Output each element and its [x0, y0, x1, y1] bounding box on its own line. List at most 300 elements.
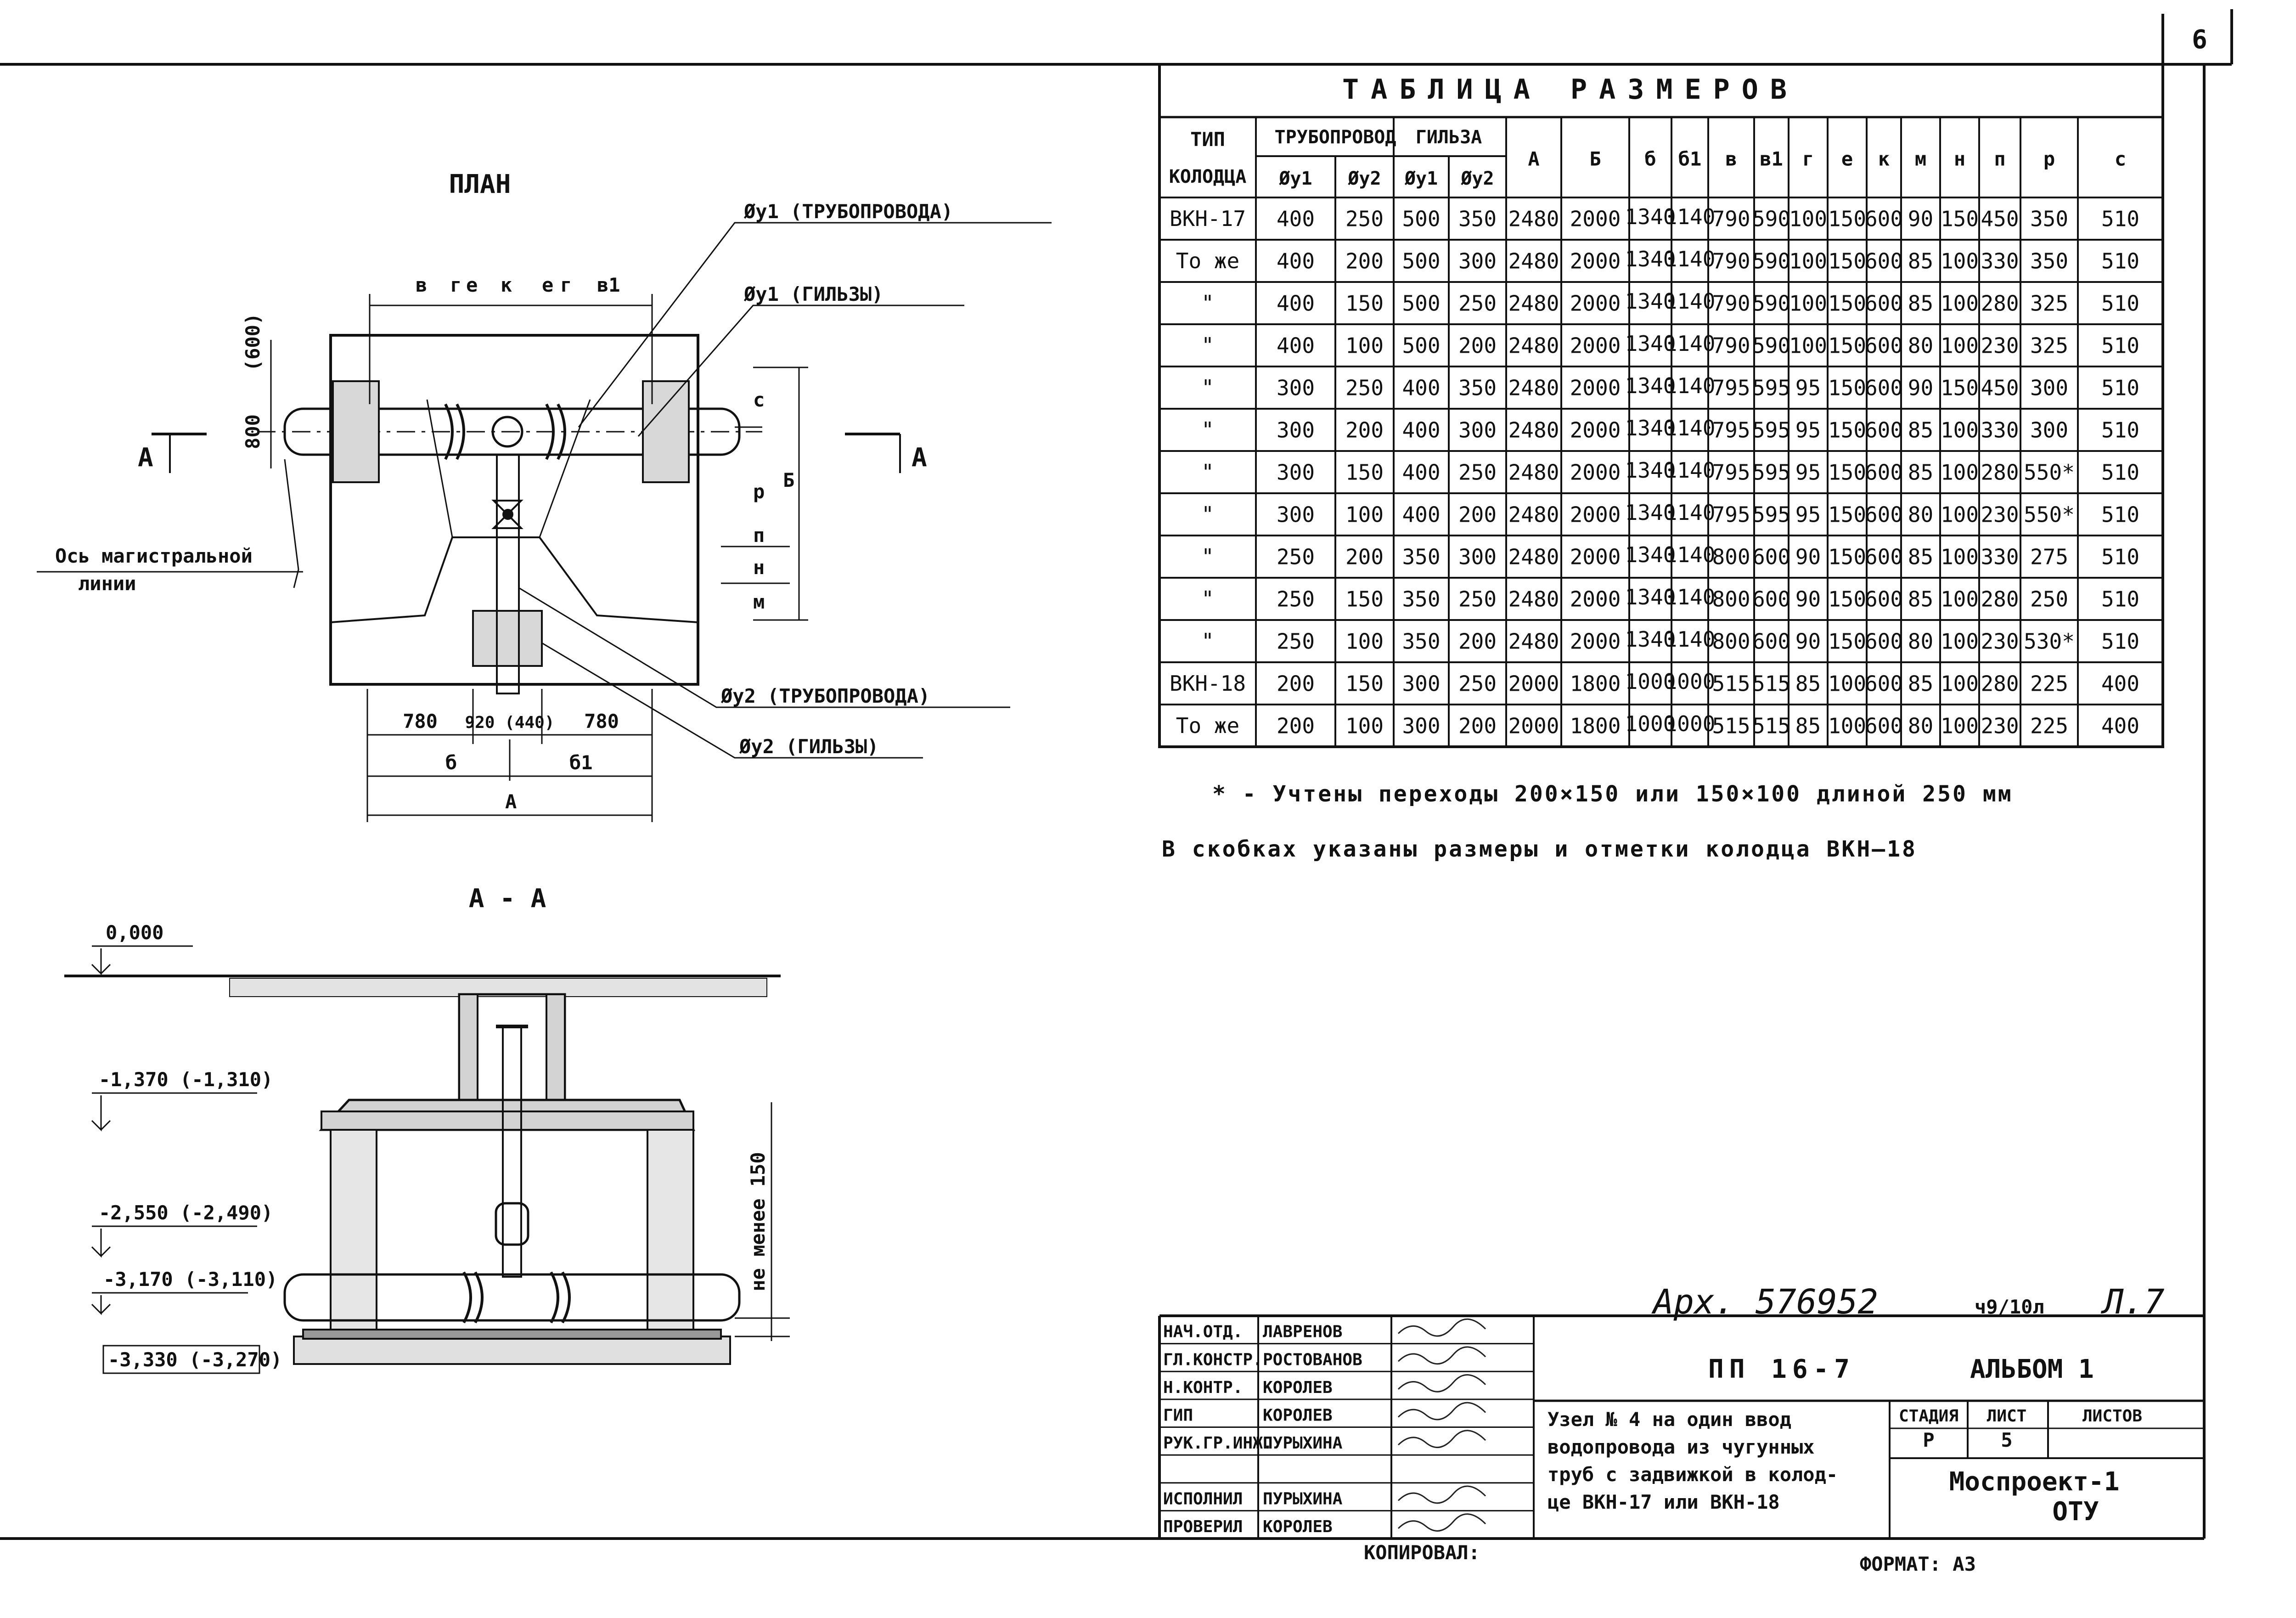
desc-line-2: водопровода из чугунных — [1548, 1436, 1815, 1458]
table-cell: 100 — [1940, 713, 1979, 739]
signatory-name: ПУРЫХИНА — [1263, 1489, 1343, 1509]
table-cell: 150 — [1828, 206, 1867, 231]
table-cell: 515 — [1752, 713, 1791, 739]
signature-mark — [1398, 1375, 1486, 1392]
sub-header: Øу1 — [1279, 168, 1312, 189]
dim-r: р — [753, 480, 765, 503]
table-cell: 100 — [1940, 502, 1979, 527]
table-cell: 150 — [1940, 375, 1979, 400]
table-cell: 200 — [1458, 333, 1497, 358]
table-cell: 800 — [1712, 586, 1750, 612]
table-cell: 2480 — [1508, 291, 1559, 316]
table-cell: 2000 — [1570, 248, 1621, 274]
table-cell: 90 — [1908, 375, 1934, 400]
table-cell: 500 — [1402, 333, 1441, 358]
signatory-role: ПРОВЕРИЛ — [1163, 1517, 1243, 1536]
table-cell: 1140 — [1664, 289, 1716, 314]
table-cell: 300 — [1402, 713, 1441, 739]
table-cell: 200 — [1276, 713, 1315, 739]
dim-header: в1 — [1760, 147, 1783, 170]
table-cell: 200 — [1458, 502, 1497, 527]
table-cell: 230 — [1981, 629, 2019, 654]
signature-mark — [1398, 1403, 1486, 1420]
table-cell: 2480 — [1508, 544, 1559, 569]
dim-e: е — [466, 274, 478, 296]
signatory-name: РОСТОВАНОВ — [1263, 1350, 1362, 1370]
table-cell: 1340 — [1625, 458, 1676, 483]
dim-n: н — [753, 556, 765, 579]
table-cell: 510 — [2101, 417, 2140, 443]
table-cell: 100 — [1789, 206, 1828, 231]
table-row — [1201, 289, 2139, 316]
header-pipe: ТРУБОПРОВОД — [1274, 127, 1396, 148]
table-cell: 1140 — [1664, 500, 1716, 525]
table-row — [1201, 500, 2139, 527]
sub-header: Øу2 — [1348, 168, 1381, 189]
table-cell: 510 — [2101, 629, 2140, 654]
table-cell: 400 — [1276, 333, 1315, 358]
dim-g2: г — [560, 274, 572, 296]
sheets-label: ЛИСТОВ — [2082, 1407, 2143, 1426]
axis-label-2: линии — [78, 572, 136, 595]
table-cell: 2000 — [1570, 502, 1621, 527]
dim-b1: б1 — [569, 751, 593, 774]
table-cell: 280 — [1981, 671, 2019, 696]
archive-number: Арх. 576952 — [1653, 1282, 1879, 1322]
dim-B: Б — [783, 469, 795, 491]
table-cell: 1000 — [1664, 711, 1716, 737]
signature-mark — [1398, 1347, 1486, 1364]
table-cell: " — [1201, 290, 1214, 316]
signatory-role: РУК.ГР.ИНЖ. — [1163, 1434, 1273, 1453]
table-cell: 595 — [1752, 375, 1791, 400]
dim-800: 800 — [242, 414, 264, 449]
table-cell: 2480 — [1508, 502, 1559, 527]
stage-value: Р — [1923, 1429, 1935, 1451]
table-cell: 600 — [1864, 248, 1903, 274]
dim-b: б — [445, 751, 457, 774]
table-cell: 595 — [1752, 502, 1791, 527]
table-cell: 2480 — [1508, 460, 1559, 485]
table-cell: 1340 — [1625, 627, 1676, 652]
table-cell: 150 — [1828, 291, 1867, 316]
level-3: -3,170 (-3,110) — [103, 1268, 278, 1291]
table-cell: 350 — [1402, 544, 1441, 569]
table-cell: 1140 — [1664, 458, 1716, 483]
table-cell: 100 — [1940, 629, 1979, 654]
table-cell: 80 — [1908, 713, 1934, 739]
table-cell: 2480 — [1508, 586, 1559, 612]
dim-920: 920 (440) — [465, 713, 555, 732]
table-cell: 1340 — [1625, 416, 1676, 441]
table-cell: 300 — [1402, 671, 1441, 696]
table-row — [1201, 416, 2139, 442]
table-cell: 1340 — [1625, 331, 1676, 356]
table-cell: 85 — [1908, 248, 1934, 274]
signature-mark — [1398, 1431, 1486, 1448]
table-cell: 1140 — [1664, 204, 1716, 230]
table-cell: 200 — [1345, 417, 1384, 443]
plan-title: ПЛАН — [449, 169, 511, 199]
dim-m: м — [753, 591, 765, 613]
table-cell: 400 — [1402, 417, 1441, 443]
table-cell: 350 — [1402, 586, 1441, 612]
table-cell: 90 — [1795, 629, 1821, 654]
table-cell: 100 — [1345, 502, 1384, 527]
desc-line-3: труб с задвижкой в колод- — [1548, 1463, 1838, 1486]
table-cell: 2000 — [1570, 333, 1621, 358]
signatory-name: ЛАВРЕНОВ — [1263, 1322, 1343, 1342]
table-cell: 600 — [1864, 206, 1903, 231]
table-cell: 1340 — [1625, 542, 1676, 568]
level-1: -1,370 (-1,310) — [99, 1068, 273, 1091]
dimensions-table — [1159, 64, 2163, 747]
table-cell: 100 — [1345, 333, 1384, 358]
table-cell: 275 — [2030, 544, 2069, 569]
table-body — [1170, 204, 2139, 738]
table-cell: 600 — [1864, 671, 1903, 696]
table-cell: 300 — [2030, 375, 2069, 400]
table-cell: 230 — [1981, 333, 2019, 358]
table-cell: 150 — [1828, 544, 1867, 569]
table-cell: 1140 — [1664, 627, 1716, 652]
table-cell: 230 — [1981, 502, 2019, 527]
table-header — [1169, 127, 2126, 189]
dim-header: п — [1994, 147, 2006, 170]
dim-header: А — [1528, 147, 1540, 170]
table-cell: 2000 — [1570, 375, 1621, 400]
table-cell: 450 — [1981, 206, 2019, 231]
table-cell: 150 — [1828, 586, 1867, 612]
dim-header: с — [2114, 147, 2127, 170]
table-cell: 150 — [1828, 417, 1867, 443]
table-cell: 515 — [1752, 671, 1791, 696]
table-cell: 500 — [1402, 206, 1441, 231]
table-cell: 1340 — [1625, 500, 1676, 525]
table-cell: " — [1201, 586, 1214, 611]
table-cell: 150 — [1828, 460, 1867, 485]
table-cell: 500 — [1402, 248, 1441, 274]
table-cell: 2000 — [1570, 586, 1621, 612]
dim-header: в — [1725, 147, 1737, 170]
table-cell: 330 — [1981, 248, 2019, 274]
table-cell: 95 — [1795, 460, 1821, 485]
table-cell: 2480 — [1508, 629, 1559, 654]
table-cell: 400 — [1402, 502, 1441, 527]
table-cell: 100 — [1940, 671, 1979, 696]
table-cell: ВКН-18 — [1169, 671, 1246, 696]
org-1: Моспроект-1 — [1949, 1467, 2120, 1497]
section-mark-right: А — [912, 443, 927, 473]
section-view — [64, 946, 790, 1373]
dim-header: б — [1644, 147, 1656, 170]
table-cell: 100 — [1345, 713, 1384, 739]
table-cell: 100 — [1345, 629, 1384, 654]
dim-k: к — [501, 274, 512, 296]
table-cell: 790 — [1712, 206, 1750, 231]
table-cell: 90 — [1795, 586, 1821, 612]
dim-header: г — [1802, 147, 1814, 170]
table-cell: 600 — [1864, 417, 1903, 443]
table-cell: 225 — [2030, 713, 2069, 739]
table-cell: " — [1201, 544, 1214, 569]
table-cell: 795 — [1712, 502, 1750, 527]
table-cell: 400 — [1402, 375, 1441, 400]
table-cell: 80 — [1908, 333, 1934, 358]
table-cell: 100 — [1940, 248, 1979, 274]
table-cell: 350 — [1458, 375, 1497, 400]
table-cell: 2480 — [1508, 248, 1559, 274]
table-cell: 200 — [1276, 671, 1315, 696]
table-cell: 100 — [1940, 417, 1979, 443]
table-row — [1201, 585, 2139, 611]
table-cell: 90 — [1908, 206, 1934, 231]
org-2: ОТУ — [2052, 1497, 2099, 1527]
table-cell: 100 — [1940, 544, 1979, 569]
table-cell: 150 — [1828, 502, 1867, 527]
table-cell: 790 — [1712, 248, 1750, 274]
table-cell: 300 — [1458, 248, 1497, 274]
callout-sleeve-dy1: Øу1 (ГИЛЬЗЫ) — [744, 283, 884, 305]
table-cell: 1000 — [1625, 669, 1676, 694]
table-cell: 1140 — [1664, 331, 1716, 356]
table-cell: 2000 — [1570, 460, 1621, 485]
table-cell: 2480 — [1508, 206, 1559, 231]
table-cell: 80 — [1908, 502, 1934, 527]
level-0: 0,000 — [106, 921, 164, 944]
table-cell: 510 — [2101, 460, 2140, 485]
table-cell: 600 — [1752, 586, 1791, 612]
table-cell: 600 — [1864, 460, 1903, 485]
dim-header: е — [1841, 147, 1853, 170]
table-cell: 590 — [1752, 248, 1791, 274]
table-cell: 95 — [1795, 502, 1821, 527]
table-cell: 85 — [1908, 671, 1934, 696]
signatory-role: Н.КОНТР. — [1163, 1378, 1243, 1397]
table-cell: ВКН-17 — [1169, 206, 1246, 231]
dim-v: в — [416, 274, 428, 296]
table-cell: 300 — [1276, 502, 1315, 527]
table-cell: 85 — [1908, 586, 1934, 612]
table-cell: 150 — [1345, 291, 1384, 316]
signatory-name: КОРОЛЕВ — [1263, 1406, 1333, 1425]
plan-labels — [55, 169, 953, 813]
signatory-role: ГИП — [1163, 1406, 1193, 1425]
table-cell: 250 — [1276, 586, 1315, 612]
table-cell: 600 — [1864, 333, 1903, 358]
table-cell: 1140 — [1664, 373, 1716, 399]
table-row — [1176, 711, 2139, 738]
table-title: ТАБЛИЦА РАЗМЕРОВ — [1342, 73, 1799, 106]
dim-header: м — [1914, 147, 1927, 170]
table-cell: 150 — [1828, 629, 1867, 654]
level-4: -3,330 (-3,270) — [108, 1348, 282, 1371]
table-cell: 350 — [1458, 206, 1497, 231]
dim-header: Б — [1589, 147, 1601, 170]
table-cell: 225 — [2030, 671, 2069, 696]
table-cell: 795 — [1712, 417, 1750, 443]
archive-suffix: ч9/10л — [1975, 1296, 2044, 1318]
album: АЛЬБОМ 1 — [1970, 1354, 2094, 1384]
table-cell: 150 — [1828, 375, 1867, 400]
table-cell: 2480 — [1508, 333, 1559, 358]
table-cell: 1140 — [1664, 542, 1716, 568]
table-row — [1170, 669, 2139, 696]
signatory-name: КОРОЛЕВ — [1263, 1378, 1333, 1397]
table-cell: 250 — [1345, 375, 1384, 400]
table-cell: 100 — [1789, 333, 1828, 358]
table-cell: 100 — [1828, 713, 1867, 739]
table-cell: 510 — [2101, 502, 2140, 527]
table-cell: 90 — [1795, 544, 1821, 569]
table-cell: То же — [1176, 713, 1240, 738]
table-cell: 510 — [2101, 291, 2140, 316]
table-cell: 85 — [1908, 417, 1934, 443]
table-cell: 2000 — [1508, 713, 1559, 739]
table-row — [1201, 331, 2139, 358]
signatory-role: НАЧ.ОТД. — [1163, 1322, 1243, 1342]
table-cell: 450 — [1981, 375, 2019, 400]
table-row — [1201, 373, 2139, 400]
sub-header: Øу1 — [1404, 168, 1438, 189]
table-cell: 600 — [1864, 586, 1903, 612]
callout-pipe-dy1: Øу1 (ТРУБОПРОВОДА) — [744, 200, 953, 223]
table-cell: 590 — [1752, 291, 1791, 316]
table-cell: 790 — [1712, 333, 1750, 358]
dim-p: п — [753, 524, 765, 547]
note-asterisk: * - Учтены переходы 200×150 или 150×100 длиной 250 мм — [1212, 781, 2013, 807]
table-cell: 515 — [1712, 671, 1750, 696]
table-cell: 100 — [1789, 248, 1828, 274]
table-cell: 600 — [1864, 502, 1903, 527]
dim-header: б1 — [1678, 147, 1702, 170]
table-cell: 1340 — [1625, 247, 1676, 272]
table-cell: 800 — [1712, 544, 1750, 569]
table-cell: 100 — [1940, 586, 1979, 612]
table-cell: 300 — [2030, 417, 2069, 443]
table-cell: 515 — [1712, 713, 1750, 739]
section-title: А - А — [468, 884, 546, 913]
table-row — [1201, 627, 2139, 654]
table-cell: 590 — [1752, 333, 1791, 358]
table-cell: 330 — [1981, 544, 2019, 569]
table-cell: 95 — [1795, 417, 1821, 443]
doc-code: ПП 16-7 — [1708, 1354, 1856, 1384]
table-cell: 250 — [1345, 206, 1384, 231]
table-cell: 1000 — [1625, 711, 1676, 737]
table-row — [1170, 204, 2139, 231]
table-cell: 250 — [1276, 629, 1315, 654]
table-cell: 230 — [1981, 713, 2019, 739]
table-cell: 2000 — [1570, 417, 1621, 443]
signatory-role: ИСПОЛНИЛ — [1163, 1489, 1243, 1509]
table-cell: 510 — [2101, 206, 2140, 231]
table-cell: 550* — [2024, 460, 2075, 485]
table-cell: 100 — [1940, 460, 1979, 485]
archive-sheet-ref: Л.7 — [2103, 1282, 2165, 1322]
table-cell: 2480 — [1508, 375, 1559, 400]
table-cell: " — [1201, 333, 1214, 358]
table-cell: 1000 — [1664, 669, 1716, 694]
table-cell: 80 — [1908, 629, 1934, 654]
sub-header: Øу2 — [1461, 168, 1494, 189]
stage-label: СТАДИЯ — [1898, 1407, 1959, 1426]
header-sleeve: ГИЛЬЗА — [1415, 127, 1482, 148]
table-cell: 85 — [1795, 671, 1821, 696]
table-cell: 300 — [1276, 417, 1315, 443]
table-cell: 600 — [1752, 544, 1791, 569]
table-cell: 2000 — [1508, 671, 1559, 696]
dim-A: А — [505, 790, 517, 813]
table-cell: " — [1201, 417, 1214, 442]
table-cell: 150 — [1940, 206, 1979, 231]
table-cell: 600 — [1864, 375, 1903, 400]
desc-line-1: Узел № 4 на один ввод — [1548, 1408, 1792, 1431]
table-cell: 100 — [1828, 671, 1867, 696]
table-cell: 400 — [1276, 206, 1315, 231]
table-cell: 280 — [1981, 291, 2019, 316]
table-cell: 600 — [1864, 629, 1903, 654]
table-cell: 400 — [2101, 671, 2140, 696]
table-cell: " — [1201, 375, 1214, 400]
table-cell: 2000 — [1570, 544, 1621, 569]
table-cell: 595 — [1752, 460, 1791, 485]
table-cell: 85 — [1908, 544, 1934, 569]
table-cell: 100 — [1789, 291, 1828, 316]
dim-600: (600) — [242, 313, 264, 372]
table-cell: 85 — [1795, 713, 1821, 739]
table-cell: 510 — [2101, 248, 2140, 274]
table-cell: 250 — [1458, 460, 1497, 485]
table-cell: 250 — [1458, 586, 1497, 612]
table-cell: 600 — [1864, 544, 1903, 569]
vertical-note: не менее 150 — [747, 1152, 769, 1291]
table-cell: 600 — [1864, 713, 1903, 739]
callout-sleeve-dy2: Øу2 (ГИЛЬЗЫ) — [739, 735, 879, 758]
table-cell: 280 — [1981, 586, 2019, 612]
table-cell: 300 — [1458, 417, 1497, 443]
table-cell: 1340 — [1625, 373, 1676, 399]
table-cell: 280 — [1981, 460, 2019, 485]
table-row — [1176, 247, 2139, 273]
plan-view — [37, 223, 1052, 822]
table-cell: 300 — [1276, 460, 1315, 485]
table-cell: 1340 — [1625, 289, 1676, 314]
section-mark-left: А — [138, 443, 153, 473]
level-2: -2,550 (-2,490) — [99, 1201, 273, 1224]
table-cell: 2000 — [1570, 291, 1621, 316]
table-cell: 150 — [1345, 460, 1384, 485]
table-cell: 300 — [1458, 544, 1497, 569]
table-cell: 510 — [2101, 544, 2140, 569]
table-cell: 150 — [1828, 248, 1867, 274]
table-cell: 400 — [1276, 248, 1315, 274]
table-cell: 595 — [1752, 417, 1791, 443]
table-cell: 795 — [1712, 375, 1750, 400]
table-cell: 500 — [1402, 291, 1441, 316]
callout-pipe-dy2: Øу2 (ТРУБОПРОВОДА) — [721, 685, 930, 707]
header-type: ТИП — [1190, 128, 1225, 151]
table-cell: 510 — [2101, 333, 2140, 358]
table-cell: 510 — [2101, 375, 2140, 400]
note-brackets: В скобках указаны размеры и отметки колодца ВКН—18 — [1162, 836, 1917, 862]
signatory-name: КОРОЛЕВ — [1263, 1517, 1333, 1536]
table-cell: 350 — [1402, 629, 1441, 654]
table-cell: 330 — [1981, 417, 2019, 443]
table-cell: 150 — [1345, 586, 1384, 612]
table-cell: 250 — [2030, 586, 2069, 612]
table-cell: 200 — [1345, 248, 1384, 274]
